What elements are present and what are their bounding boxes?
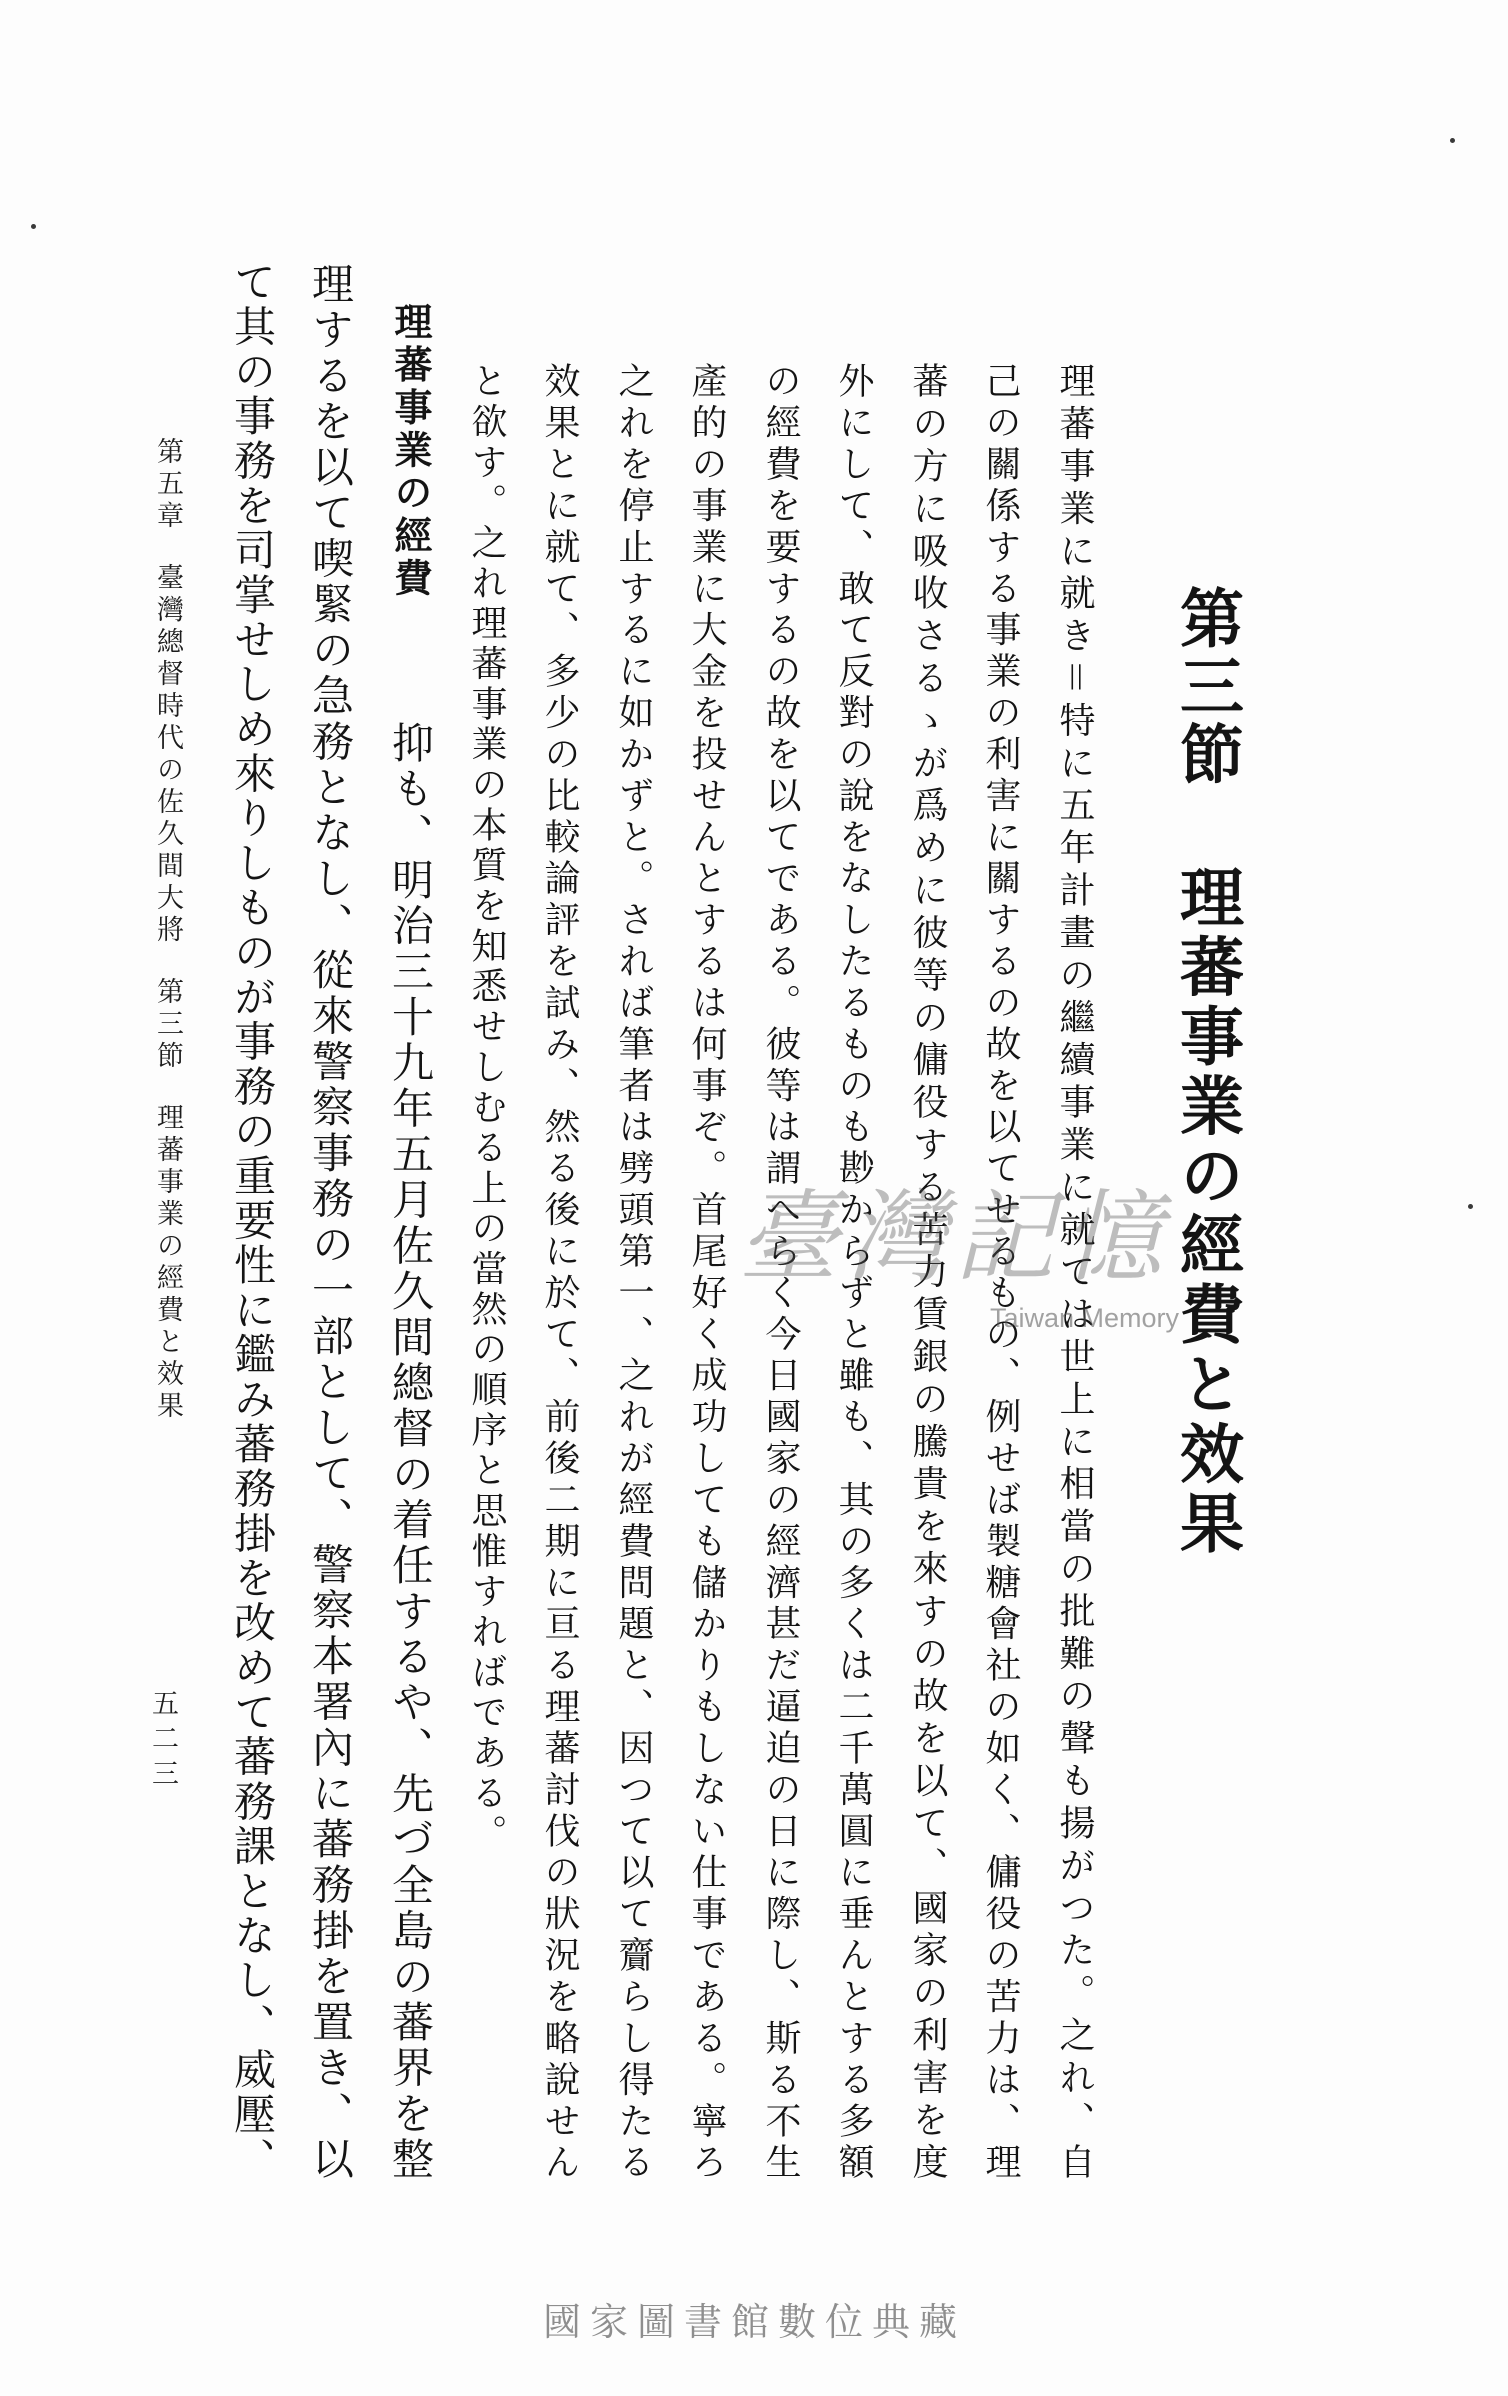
footer-chapter: 第五章 — [152, 437, 183, 533]
body-column: 產的の事業に大金を投せんとするは何事ぞ。首尾好く成功しても儲かりもしない仕事である。寧ろ — [686, 362, 727, 2179]
page-number: 五二三 — [147, 1689, 178, 1794]
subheading: 理蕃事業の經費 — [388, 302, 433, 596]
body-column: 效果とに就て、多少の比較論評を試み、然る後に於て、前後二期に亘る理蕃討伐の狀況を略說せん — [539, 362, 580, 2179]
body-column: 己の關係する事業の利害に關するの故を以てせるもの、例せば製糖會社の如く、傭役の苦力は、理 — [980, 362, 1021, 2179]
body-column: 理するを以て喫緊の急務となし、從來警察事務の一部として、警察本署內に蕃務掛を置き、以 — [306, 262, 355, 2179]
scan-speck — [1450, 138, 1455, 143]
body-column: 理蕃事業に就き＝特に五年計畫の繼續事業に就ては世上に相當の批難の聲も揚がつた。之れ、自 — [1054, 362, 1095, 2179]
body-column: 外にして、敢て反對の說をなしたるものも尠からずと雖も、其の多くは二千萬圓に垂んとする多額 — [833, 362, 874, 2179]
body-column: と欲す。之れ理蕃事業の本質を知悉せしむる上の當然の順序と思惟すればである。 — [466, 362, 507, 1850]
body-column: て其の事務を司掌せしめ來りしものが事務の重要性に鑑み蕃務掛を改めて蕃務課となし、威壓、 — [228, 260, 277, 2179]
body-column: の經費を要するの故を以てである。彼等は謂へらく今日國家の經濟甚だ逼迫の日に際し、斯る不生 — [760, 362, 801, 2179]
running-footer — [145, 437, 189, 1447]
collection-label: 國家圖書館數位典藏 — [543, 2300, 967, 2344]
scan-speck — [1468, 1204, 1473, 1209]
body-column: 抑も、明治三十九年五月佐久間總督の着任するや、先づ全島の蕃界を整 — [386, 721, 435, 2179]
footer-section-title: 理蕃事業の經費と效果 — [152, 1103, 183, 1423]
scan-speck — [31, 224, 36, 229]
body-column: 之れを停止するに如かずと。されば筆者は劈頭第一、之れが經費問題と、因つて以て齎らし得たる — [613, 362, 654, 2179]
section-number: 第三節 — [1169, 585, 1243, 785]
taiwan-memory-watermark-subtext: Taiwan Memory — [990, 1303, 1180, 1333]
footer-section: 第三節 — [152, 977, 183, 1073]
footer-book-title: 臺灣總督時代の佐久間大將 — [152, 563, 183, 947]
taiwan-memory-watermark: 臺灣記憶 — [738, 1179, 1170, 1296]
section-title: 理蕃事業の經費と效果 — [1169, 864, 1243, 1554]
body-column: 蕃の方に吸收さるゝが爲めに彼等の傭役する苦力賃銀の騰貴を來すの故を以て、國家の利害を度 — [907, 362, 948, 2179]
